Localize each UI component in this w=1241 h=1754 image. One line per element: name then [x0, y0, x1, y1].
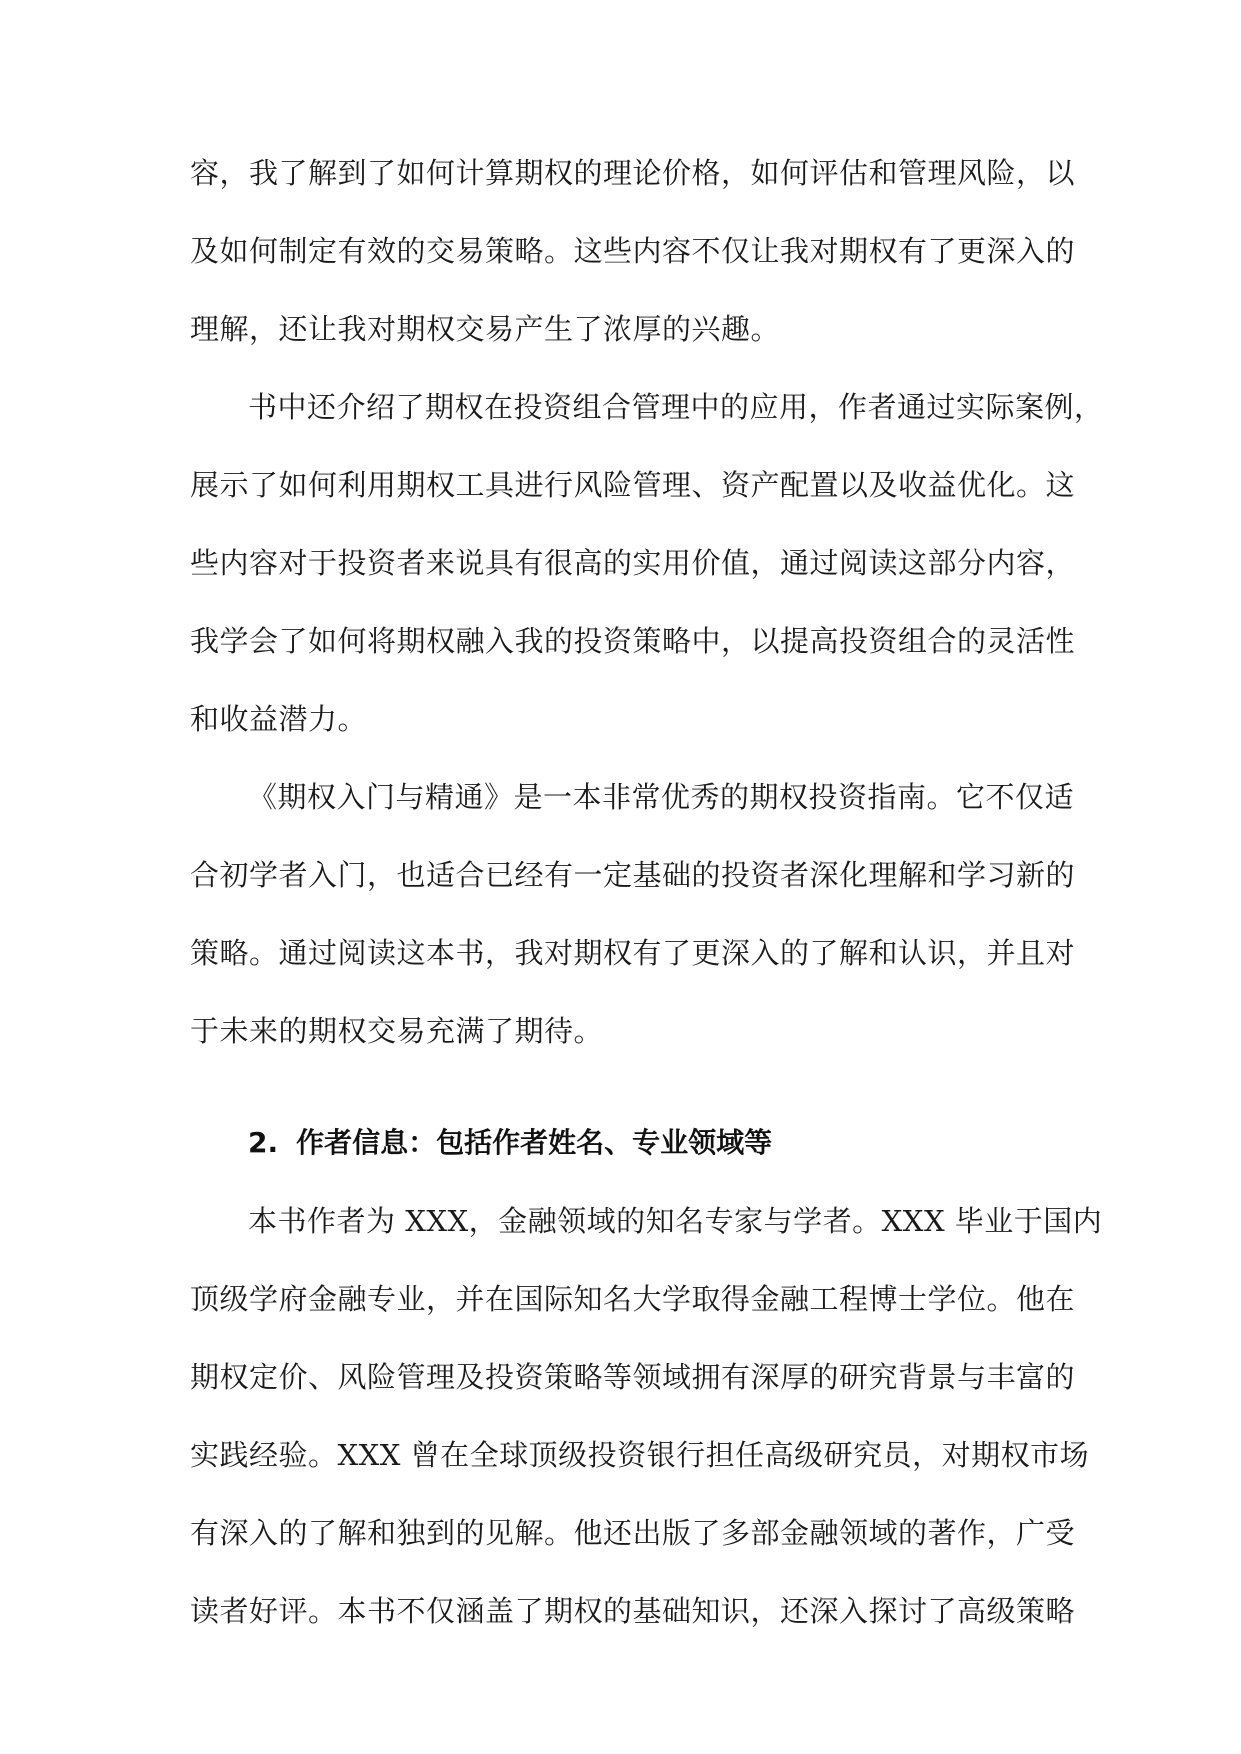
paragraph-line: 期权定价、风险管理及投资策略等领域拥有深厚的研究背景与丰富的: [190, 1360, 1076, 1394]
paragraph-line: 及如何制定有效的交易策略。这些内容不仅让我对期权有了更深入的: [190, 234, 1076, 268]
paragraph-line: 书中还介绍了期权在投资组合管理中的应用，作者通过实际案例，: [248, 390, 1104, 424]
section-title: 作者信息：包括作者姓名、专业领域等: [296, 1126, 773, 1159]
paragraph-3: [190, 762, 1076, 1074]
paragraph-line: 容，我了解到了如何计算期权的理论价格，如何评估和管理风险，以: [190, 156, 1076, 190]
paragraph-2: [190, 372, 1104, 762]
document-body: [190, 138, 1104, 1654]
paragraph-line: 我学会了如何将期权融入我的投资策略中，以提高投资组合的灵活性: [190, 624, 1076, 658]
paragraph-4: [190, 1186, 1103, 1654]
paragraph-line: 和收益潜力。: [190, 702, 368, 736]
section-number: 2.: [248, 1126, 279, 1159]
paragraph-line: 合初学者入门，也适合已经有一定基础的投资者深化理解和学习新的: [190, 858, 1076, 892]
paragraph-line: 展示了如何利用期权工具进行风险管理、资产配置以及收益优化。这: [190, 468, 1076, 502]
paragraph-line: 些内容对于投资者来说具有很高的实用价值，通过阅读这部分内容，: [190, 546, 1076, 580]
paragraph-line: 策略。通过阅读这本书，我对期权有了更深入的了解和认识，并且对: [190, 936, 1076, 970]
paragraph-line: 实践经验。XXX 曾在全球顶级投资银行担任高级研究员，对期权市场: [190, 1438, 1090, 1472]
paragraph-line: 本书作者为 XXX，金融领域的知名专家与学者。XXX 毕业于国内: [248, 1204, 1103, 1238]
paragraph-line: 有深入的了解和独到的见解。他还出版了多部金融领域的著作，广受: [190, 1516, 1076, 1550]
paragraph-line: 顶级学府金融专业，并在国际知名大学取得金融工程博士学位。他在: [190, 1282, 1076, 1316]
paragraph-line: 《期权入门与精通》是一本非常优秀的期权投资指南。它不仅适: [248, 780, 1075, 814]
paragraph-line: 读者好评。本书不仅涵盖了期权的基础知识，还深入探讨了高级策略: [190, 1594, 1076, 1628]
section-heading: [190, 1108, 1050, 1186]
paragraph-line: 于未来的期权交易充满了期待。: [190, 1014, 604, 1048]
paragraph-1: [190, 138, 1076, 372]
paragraph-line: 理解，还让我对期权交易产生了浓厚的兴趣。: [190, 312, 781, 346]
